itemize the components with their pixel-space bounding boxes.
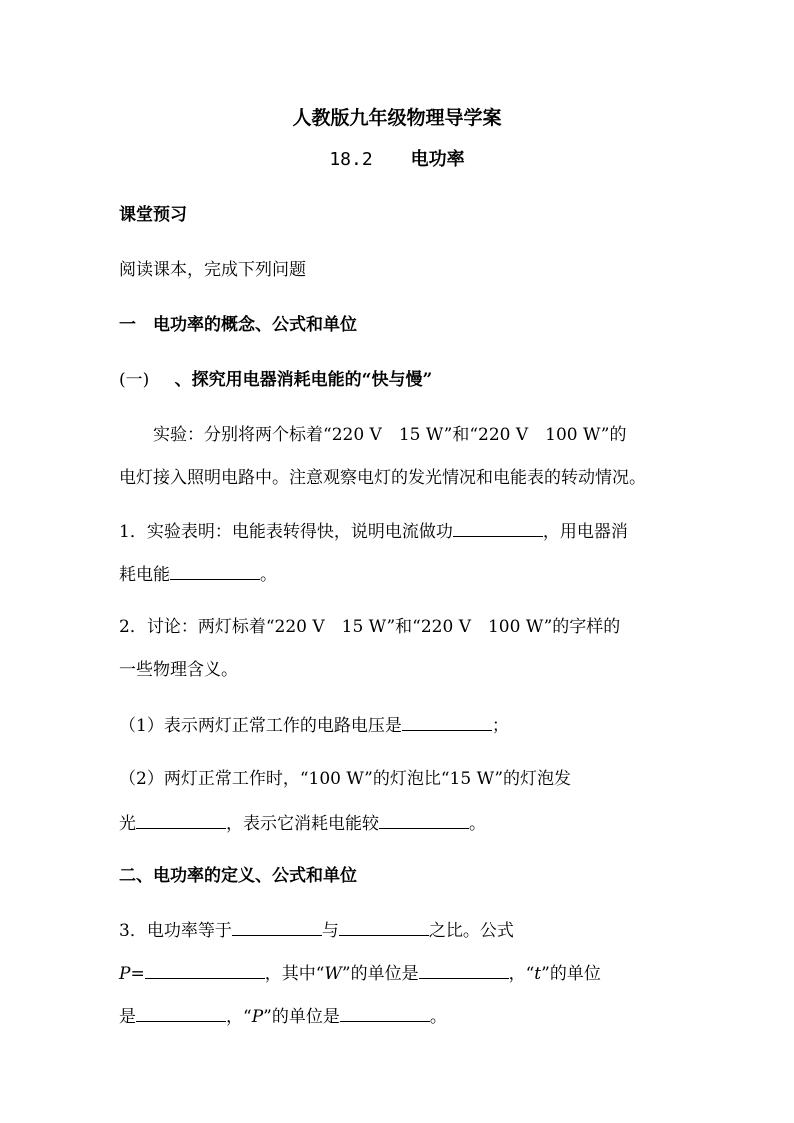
answer-blank[interactable] (453, 518, 543, 537)
symbol-t: t (534, 964, 542, 984)
part1-subheading (119, 367, 432, 393)
answer-blank[interactable] (145, 960, 265, 979)
answer-blank[interactable] (136, 1003, 226, 1022)
q3-text: 是 (119, 1007, 136, 1027)
q1-text: 1．实验表明：电能表转得快，说明电流做功 (119, 522, 453, 542)
symbol-p: P (119, 964, 131, 984)
section-heading (0, 147, 794, 173)
question-2-line-2: 一些物理含义。 (119, 660, 238, 680)
q1-text: 耗电能 (119, 565, 170, 585)
q3-text: ”的单位是 (263, 1007, 340, 1027)
q3-text: ，“ (508, 964, 535, 984)
q3-text: 之比。公式 (428, 921, 514, 941)
q3-text: = (130, 964, 145, 984)
sub-title: 、探究用电器消耗电能的“快与慢” (174, 370, 433, 390)
q3-text: ”的单位是 (341, 964, 419, 984)
section-title: 电功率 (410, 149, 465, 170)
answer-blank[interactable] (170, 561, 260, 580)
question-1-line-1 (119, 518, 628, 545)
symbol-p: P (251, 1007, 264, 1027)
question-3-line-2 (119, 960, 601, 987)
answer-blank[interactable] (379, 810, 469, 829)
q2-1-text: ； (491, 716, 509, 736)
sub-label: (一) (119, 370, 150, 390)
preview-heading: 课堂预习 (119, 205, 187, 225)
q2-2-text: 光 (119, 814, 136, 834)
q1-text: ，用电器消 (542, 522, 628, 542)
answer-blank[interactable] (419, 960, 509, 979)
page-title: 人教版九年级物理导学案 (292, 107, 502, 129)
q3-text: ，“ (226, 1007, 252, 1027)
q2-2-text: 。 (469, 814, 486, 834)
q3-text: ”的单位 (541, 964, 601, 984)
answer-blank[interactable] (136, 810, 226, 829)
question-2-1 (119, 712, 509, 739)
question-2-2-line-2 (119, 810, 486, 837)
answer-blank[interactable] (339, 917, 429, 936)
answer-blank[interactable] (402, 712, 492, 731)
q3-text: ，其中“ (264, 964, 325, 984)
question-2-line-1: 2．讨论：两灯标着“220 V 15 W”和“220 V 100 W”的字样的 (119, 617, 621, 637)
question-2-2-line-1: （2）两灯正常工作时，“100 W”的灯泡比“15 W”的灯泡发 (119, 769, 572, 789)
question-3-line-3 (119, 1003, 447, 1030)
q1-text: 。 (260, 565, 277, 585)
q2-1-text: （1）表示两灯正常工作的电路电压是 (119, 716, 402, 736)
question-3-line-1 (119, 917, 514, 944)
q3-text: 3．电功率等于 (119, 921, 232, 941)
q3-text: 。 (429, 1007, 447, 1027)
answer-blank[interactable] (232, 917, 322, 936)
experiment-line-2: 电灯接入照明电路中。注意观察电灯的发光情况和电能表的转动情况。 (119, 468, 646, 488)
experiment-line-1: 实验：分别将两个标着“220 V 15 W”和“220 V 100 W”的 (153, 425, 627, 445)
preview-intro: 阅读课本，完成下列问题 (119, 260, 306, 280)
q2-2-text: ，表示它消耗电能较 (226, 814, 379, 834)
part2-heading: 二、电功率的定义、公式和单位 (119, 866, 357, 886)
part1-heading: 一 电功率的概念、公式和单位 (119, 315, 357, 335)
section-number: 18.2 (329, 149, 373, 170)
answer-blank[interactable] (340, 1003, 430, 1022)
question-1-line-2 (119, 561, 277, 588)
symbol-w: W (324, 964, 342, 984)
q3-text: 与 (321, 921, 339, 941)
